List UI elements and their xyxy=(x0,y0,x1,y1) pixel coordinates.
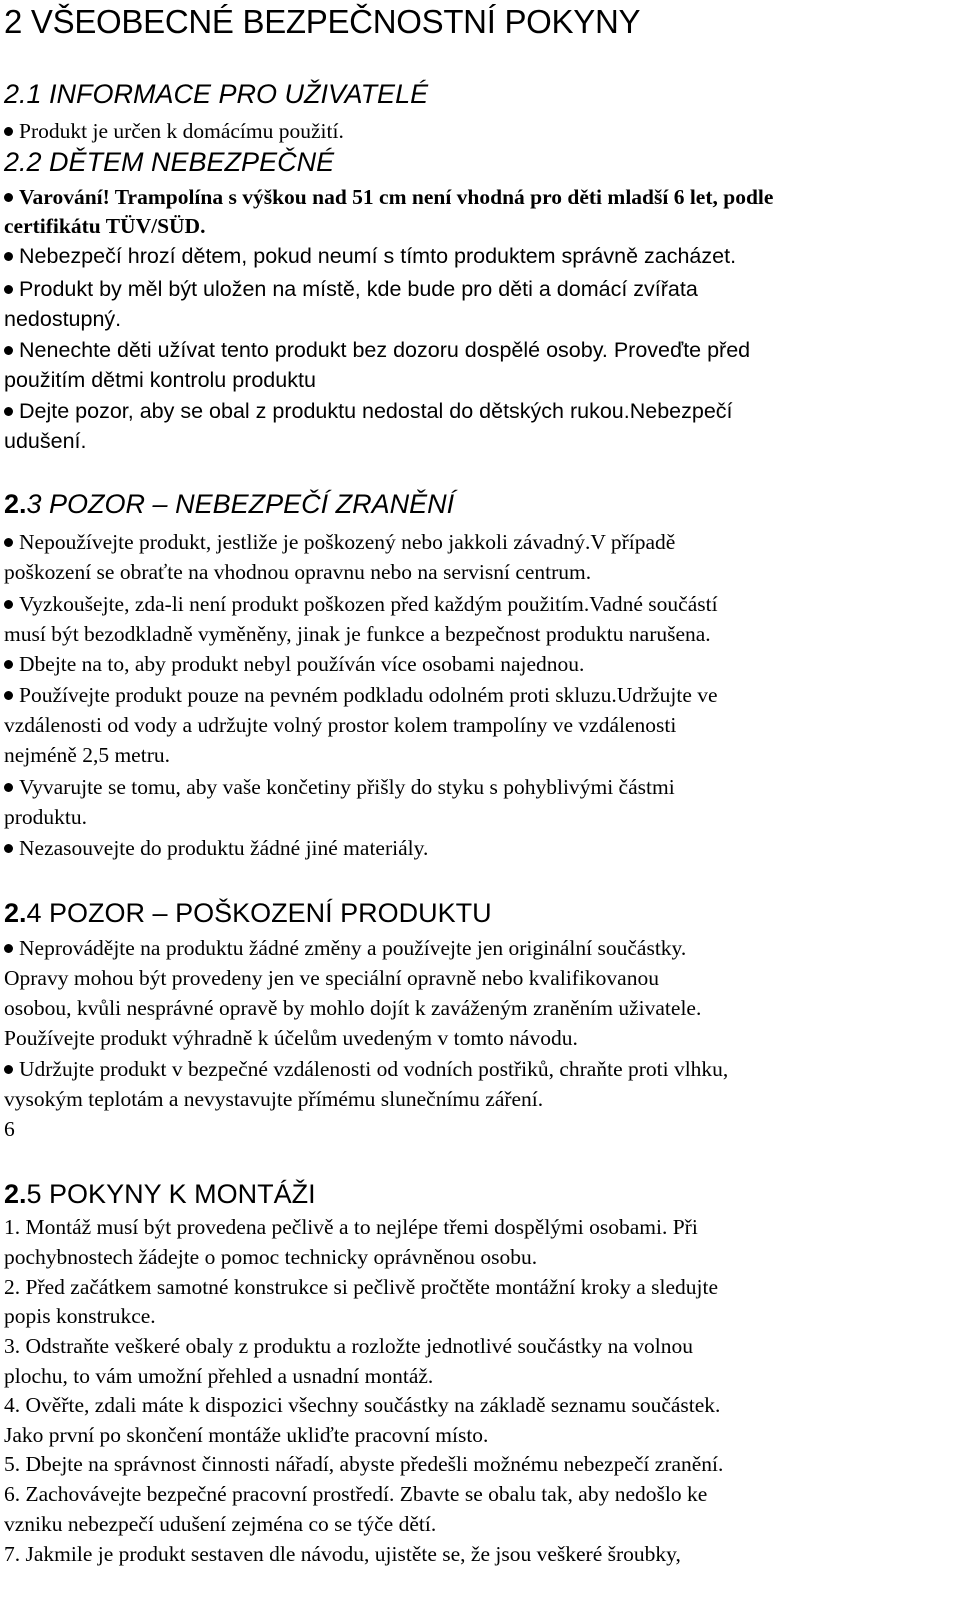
section-heading-2-1: 2.1 INFORMACE PRO UŽIVATELÉ xyxy=(4,79,429,109)
numbered-item-continuation: Jako první po skončení montáže ukliďte pracovní místo. xyxy=(4,1423,489,1447)
bullet-item-continuation: musí být bezodkladně vyměněny, jinak je funkce a bezpečnost produktu narušena. xyxy=(4,622,711,646)
numbered-item-continuation: pochybnostech žádejte o pomoc technicky oprávněnou osobu. xyxy=(4,1245,538,1269)
bullet-item-continuation: osobou, kvůli nesprávné opravě by mohlo dojít k zaváženým zraněním uživatele. xyxy=(4,996,702,1020)
bullet-item-continuation: nejméně 2,5 metru. xyxy=(4,743,170,767)
bullet-icon xyxy=(4,193,13,202)
bullet-item-continuation: použitím dětmi kontrolu produktu xyxy=(4,368,316,392)
bullet-item: Nenechte děti užívat tento produkt bez dozoru dospělé osoby. Proveďte před xyxy=(4,336,750,364)
bullet-item: Vyvarujte se tomu, aby vaše končetiny přišly do styku s pohyblivými částmi xyxy=(4,773,675,801)
bullet-item: Nepoužívejte produkt, jestliže je poškozený nebo jakkoli závadný.V případě xyxy=(4,528,675,556)
bullet-item-continuation: Používejte produkt výhradně k účelům uvedeným v tomto návodu. xyxy=(4,1026,578,1050)
document-title: 2 VŠEOBECNÉ BEZPEČNOSTNÍ POKYNY xyxy=(4,3,641,40)
bullet-icon xyxy=(4,407,13,416)
numbered-item: 4. Ověřte, zdali máte k dispozici všechny součástky na základě seznamu součástek. xyxy=(4,1393,721,1417)
bullet-item: Používejte produkt pouze na pevném podkladu odolném proti skluzu.Udržujte ve xyxy=(4,681,718,709)
section-heading-2-5: 2.5 POKYNY K MONTÁŽI xyxy=(4,1179,316,1209)
numbered-item: 1. Montáž musí být provedena pečlivě a to nejlépe třemi dospělými osobami. Při xyxy=(4,1215,698,1239)
numbered-item-continuation: plochu, to vám umožní přehled a usnadní montáž. xyxy=(4,1364,434,1388)
bullet-item-continuation: udušení. xyxy=(4,429,87,453)
bullet-icon xyxy=(4,600,13,609)
bullet-item: Dejte pozor, aby se obal z produktu nedostal do dětských rukou.Nebezpečí xyxy=(4,397,733,425)
bullet-icon xyxy=(4,285,13,294)
page-number: 6 xyxy=(4,1117,15,1141)
bullet-item: Neprovádějte na produktu žádné změny a používejte jen originální součástky. xyxy=(4,934,686,962)
bullet-icon xyxy=(4,346,13,355)
bullet-item: Produkt by měl být uložen na místě, kde bude pro děti a domácí zvířata xyxy=(4,275,698,303)
bullet-item-continuation: vysokým teplotám a nevystavujte přímému slunečnímu záření. xyxy=(4,1087,544,1111)
bullet-item-continuation: nedostupný. xyxy=(4,307,122,331)
bullet-icon xyxy=(4,844,13,853)
bullet-item: Produkt je určen k domácímu použití. xyxy=(4,117,344,145)
bullet-item: Udržujte produkt v bezpečné vzdálenosti od vodních postřiků, chraňte proti vlhku, xyxy=(4,1055,728,1083)
bullet-item-continuation: certifikátu TÜV/SÜD. xyxy=(4,214,206,238)
bullet-item-continuation: Opravy mohou být provedeny jen ve speciální opravně nebo kvalifikovanou xyxy=(4,966,659,990)
numbered-item-continuation: vzniku nebezpečí udušení zejména co se týče dětí. xyxy=(4,1512,437,1536)
bullet-item: Vyzkoušejte, zda-li není produkt poškozen před každým použitím.Vadné součástí xyxy=(4,590,718,618)
bullet-item-continuation: vzdálenosti od vody a udržujte volný prostor kolem trampolíny ve vzdálenosti xyxy=(4,713,677,737)
bullet-icon xyxy=(4,538,13,547)
numbered-item: 2. Před začátkem samotné konstrukce si pečlivě pročtěte montážní kroky a sledujte xyxy=(4,1275,719,1299)
bullet-icon xyxy=(4,944,13,953)
numbered-item-continuation: popis konstrukce. xyxy=(4,1304,156,1328)
bullet-icon xyxy=(4,252,13,261)
numbered-item: 7. Jakmile je produkt sestaven dle návodu, ujistěte se, že jsou veškeré šroubky, xyxy=(4,1542,681,1566)
bullet-item-continuation: poškození se obraťte na vhodnou opravnu nebo na servisní centrum. xyxy=(4,560,592,584)
bullet-icon xyxy=(4,127,13,136)
bullet-icon xyxy=(4,783,13,792)
section-heading-2-2: 2.2 DĚTEM NEBEZPEČNÉ xyxy=(4,147,335,177)
bullet-icon xyxy=(4,691,13,700)
numbered-item: 5. Dbejte na správnost činnosti nářadí, abyste předešli možnému nebezpečí zranění. xyxy=(4,1452,724,1476)
bullet-icon xyxy=(4,660,13,669)
bullet-item: Nezasouvejte do produktu žádné jiné materiály. xyxy=(4,834,428,862)
numbered-item: 6. Zachovávejte bezpečné pracovní prostředí. Zbavte se obalu tak, aby nedošlo ke xyxy=(4,1482,708,1506)
bullet-item: Dbejte na to, aby produkt nebyl používán více osobami najednou. xyxy=(4,650,584,678)
bullet-item-continuation: produktu. xyxy=(4,805,88,829)
bullet-item: Varování! Trampolína s výškou nad 51 cm není vhodná pro děti mladší 6 let, podle xyxy=(4,183,773,211)
section-heading-2-4: 2.4 POZOR – POŠKOZENÍ PRODUKTU xyxy=(4,898,492,928)
section-heading-2-3: 2.3 POZOR – NEBEZPEČÍ ZRANĚNÍ xyxy=(4,489,455,519)
bullet-item: Nebezpečí hrozí dětem, pokud neumí s tímto produktem správně zacházet. xyxy=(4,242,736,270)
bullet-icon xyxy=(4,1065,13,1074)
numbered-item: 3. Odstraňte veškeré obaly z produktu a rozložte jednotlivé součástky na volnou xyxy=(4,1334,693,1358)
